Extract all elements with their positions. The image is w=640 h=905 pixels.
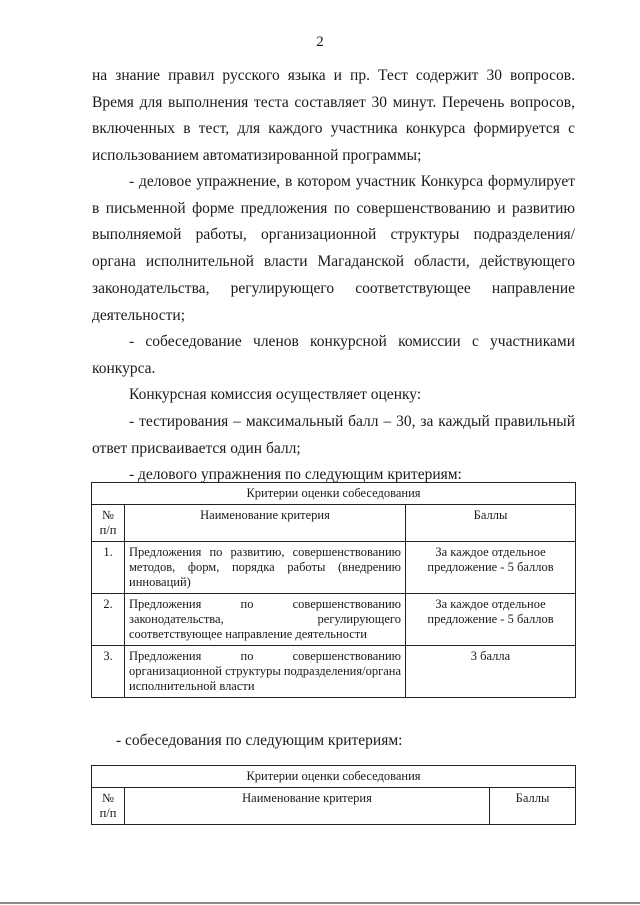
table-row — [92, 646, 576, 698]
header-name: Наименование критерия — [125, 788, 490, 825]
paragraph-testing-score — [92, 409, 575, 462]
criteria-table-interview — [91, 765, 576, 825]
table-row — [92, 542, 576, 594]
table-header-row — [92, 505, 576, 542]
header-points: Баллы — [490, 788, 576, 825]
row-num: 2. — [92, 594, 125, 646]
row-num: 1. — [92, 542, 125, 594]
table-caption-row — [92, 766, 576, 788]
paragraph-business-exercise — [92, 169, 575, 329]
table-header-row — [92, 788, 576, 825]
paragraph-text: - деловое упражнение, в котором участник Конкурса формулирует в письменной форме предложения по совершенствованию и развитию выполняемой работы, организационной структуры подразделения/органа исполнительной власти Магаданской области, действующего законодательства, регулирующего соответствующее направление деятельности; — [92, 173, 575, 324]
table-caption: Критерии оценки собеседования — [92, 766, 576, 788]
header-points: Баллы — [406, 505, 576, 542]
paragraph-interview-criteria: - собеседования по следующим критериям: — [116, 732, 403, 749]
header-name: Наименование критерия — [125, 505, 406, 542]
row-name: Предложения по совершенствованию организационной структуры подразделения/органа исполнительной власти — [125, 646, 406, 698]
row-points: За каждое отдельное предложение - 5 баллов — [406, 594, 576, 646]
criteria-table-business-exercise — [91, 482, 576, 698]
row-points: 3 балла — [406, 646, 576, 698]
paragraph-interview — [92, 329, 575, 382]
row-points: За каждое отдельное предложение - 5 баллов — [406, 542, 576, 594]
table-caption-row — [92, 483, 576, 505]
page-number: 2 — [316, 34, 324, 50]
scan-edge-line — [0, 902, 640, 904]
row-name: Предложения по развитию, совершенствованию методов, форм, порядка работы (внедрению инноваций) — [125, 542, 406, 594]
paragraph-text: - делового упражнения по следующим критериям: — [129, 466, 462, 483]
table-row — [92, 594, 576, 646]
paragraph-commission-assessment — [92, 382, 575, 409]
header-num: № п/п — [92, 788, 125, 825]
header-num: № п/п — [92, 505, 125, 542]
table-caption: Критерии оценки собеседования — [92, 483, 576, 505]
row-name: Предложения по совершенствованию законодательства, регулирующего соответствующее направление деятельности — [125, 594, 406, 646]
paragraph-text: - собеседование членов конкурсной комиссии с участниками конкурса. — [92, 333, 575, 377]
paragraph-text: - тестирования – максимальный балл – 30, за каждый правильный ответ присваивается один балл; — [92, 413, 575, 457]
paragraph-test-description — [92, 63, 575, 170]
row-num: 3. — [92, 646, 125, 698]
paragraph-text: на знание правил русского языка и пр. Тест содержит 30 вопросов. Время для выполнения теста составляет 30 минут. Перечень вопросов, включенных в тест, для каждого участника конкурса формируется с использованием автоматизированной программы; — [92, 67, 575, 165]
paragraph-text: Конкурсная комиссия осуществляет оценку: — [129, 386, 422, 403]
